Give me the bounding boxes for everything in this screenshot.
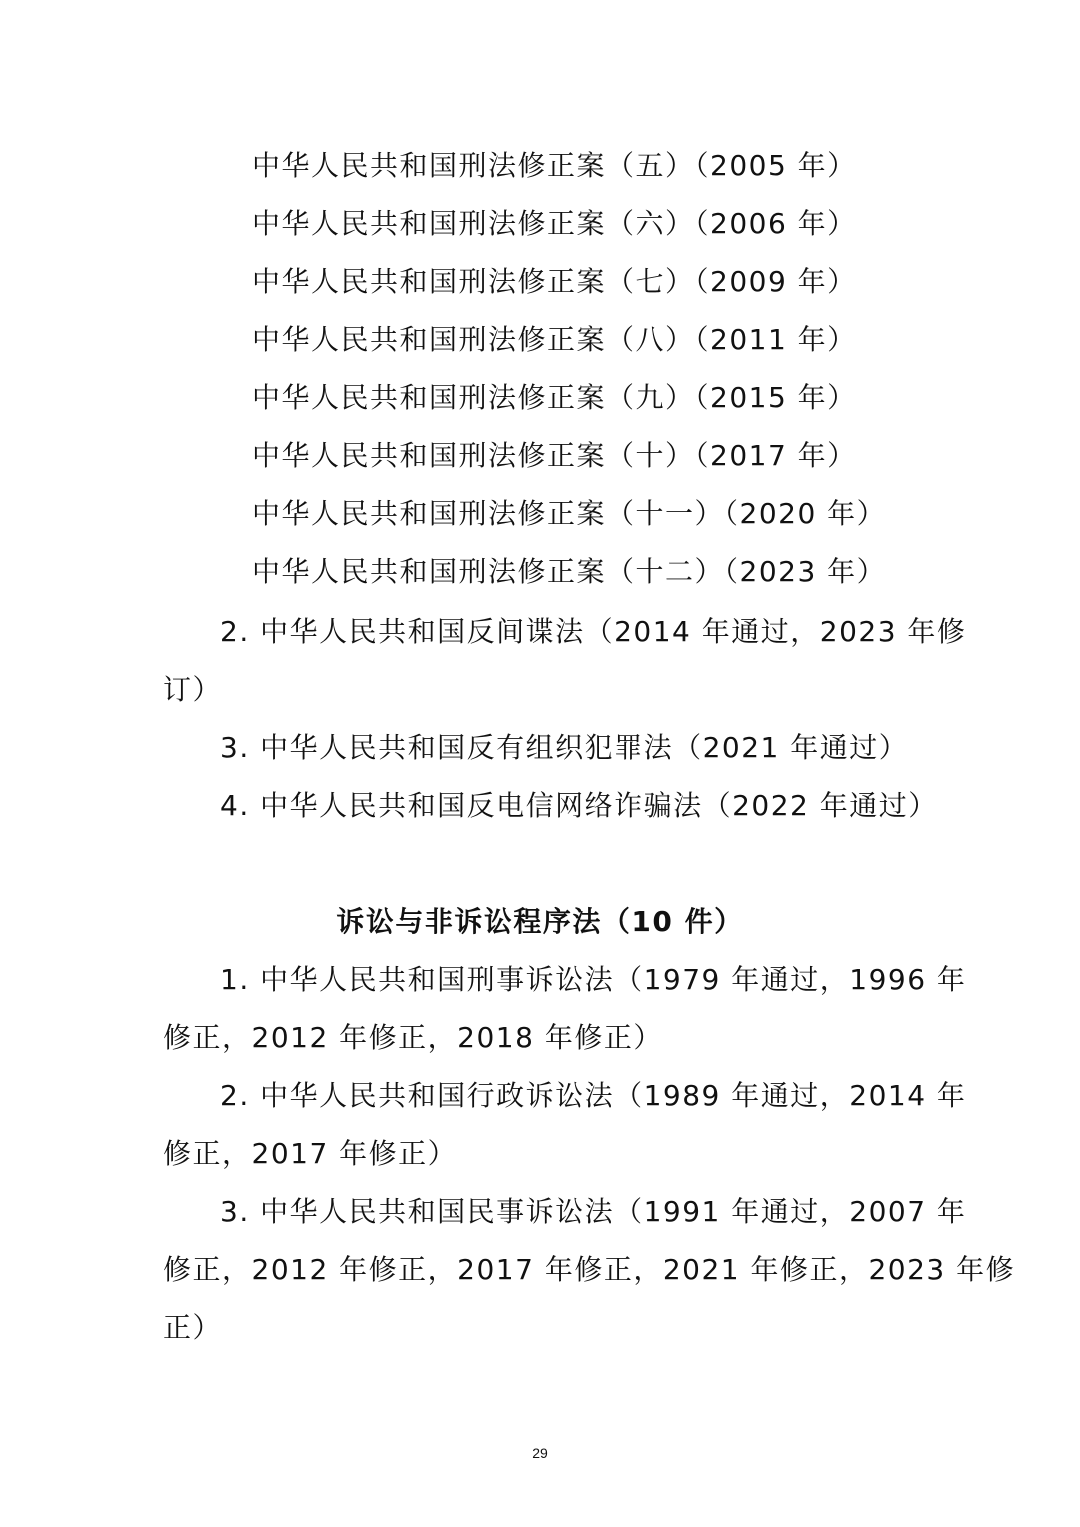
law-item-criminal-procedure-cont: 修正，2012 年修正，2018 年修正） <box>163 1021 663 1054</box>
law-item-criminal-procedure: 1. 中华人民共和国刑事诉讼法（1979 年通过，1996 年 <box>220 963 967 996</box>
law-item-civil-procedure-cont: 修正，2012 年修正，2017 年修正，2021 年修正，2023 年修 <box>163 1253 1016 1286</box>
law-item-anti-organized-crime: 3. 中华人民共和国反有组织犯罪法（2021 年通过） <box>220 731 909 764</box>
amendment-9: 中华人民共和国刑法修正案（九）（2015 年） <box>252 381 857 414</box>
law-item-anti-telecom-fraud: 4. 中华人民共和国反电信网络诈骗法（2022 年通过） <box>220 789 938 822</box>
law-item-civil-procedure-cont2: 正） <box>163 1311 223 1344</box>
amendment-8: 中华人民共和国刑法修正案（八）（2011 年） <box>252 323 857 356</box>
section-heading: 诉讼与非诉讼程序法（10 件） <box>336 905 744 938</box>
law-item-anti-espionage: 2. 中华人民共和国反间谍法（2014 年通过，2023 年修 <box>220 615 967 648</box>
law-item-administrative-procedure-cont: 修正，2017 年修正） <box>163 1137 458 1170</box>
amendment-5: 中华人民共和国刑法修正案（五）（2005 年） <box>252 149 857 182</box>
law-item-anti-espionage-cont: 订） <box>163 673 223 706</box>
page-number: 29 <box>532 1445 548 1461</box>
law-item-civil-procedure: 3. 中华人民共和国民事诉讼法（1991 年通过，2007 年 <box>220 1195 967 1228</box>
amendment-11: 中华人民共和国刑法修正案（十一）（2020 年） <box>252 497 887 530</box>
amendment-7: 中华人民共和国刑法修正案（七）（2009 年） <box>252 265 857 298</box>
amendment-12: 中华人民共和国刑法修正案（十二）（2023 年） <box>252 555 887 588</box>
amendment-10: 中华人民共和国刑法修正案（十）（2017 年） <box>252 439 857 472</box>
amendment-6: 中华人民共和国刑法修正案（六）（2006 年） <box>252 207 857 240</box>
law-item-administrative-procedure: 2. 中华人民共和国行政诉讼法（1989 年通过，2014 年 <box>220 1079 967 1112</box>
